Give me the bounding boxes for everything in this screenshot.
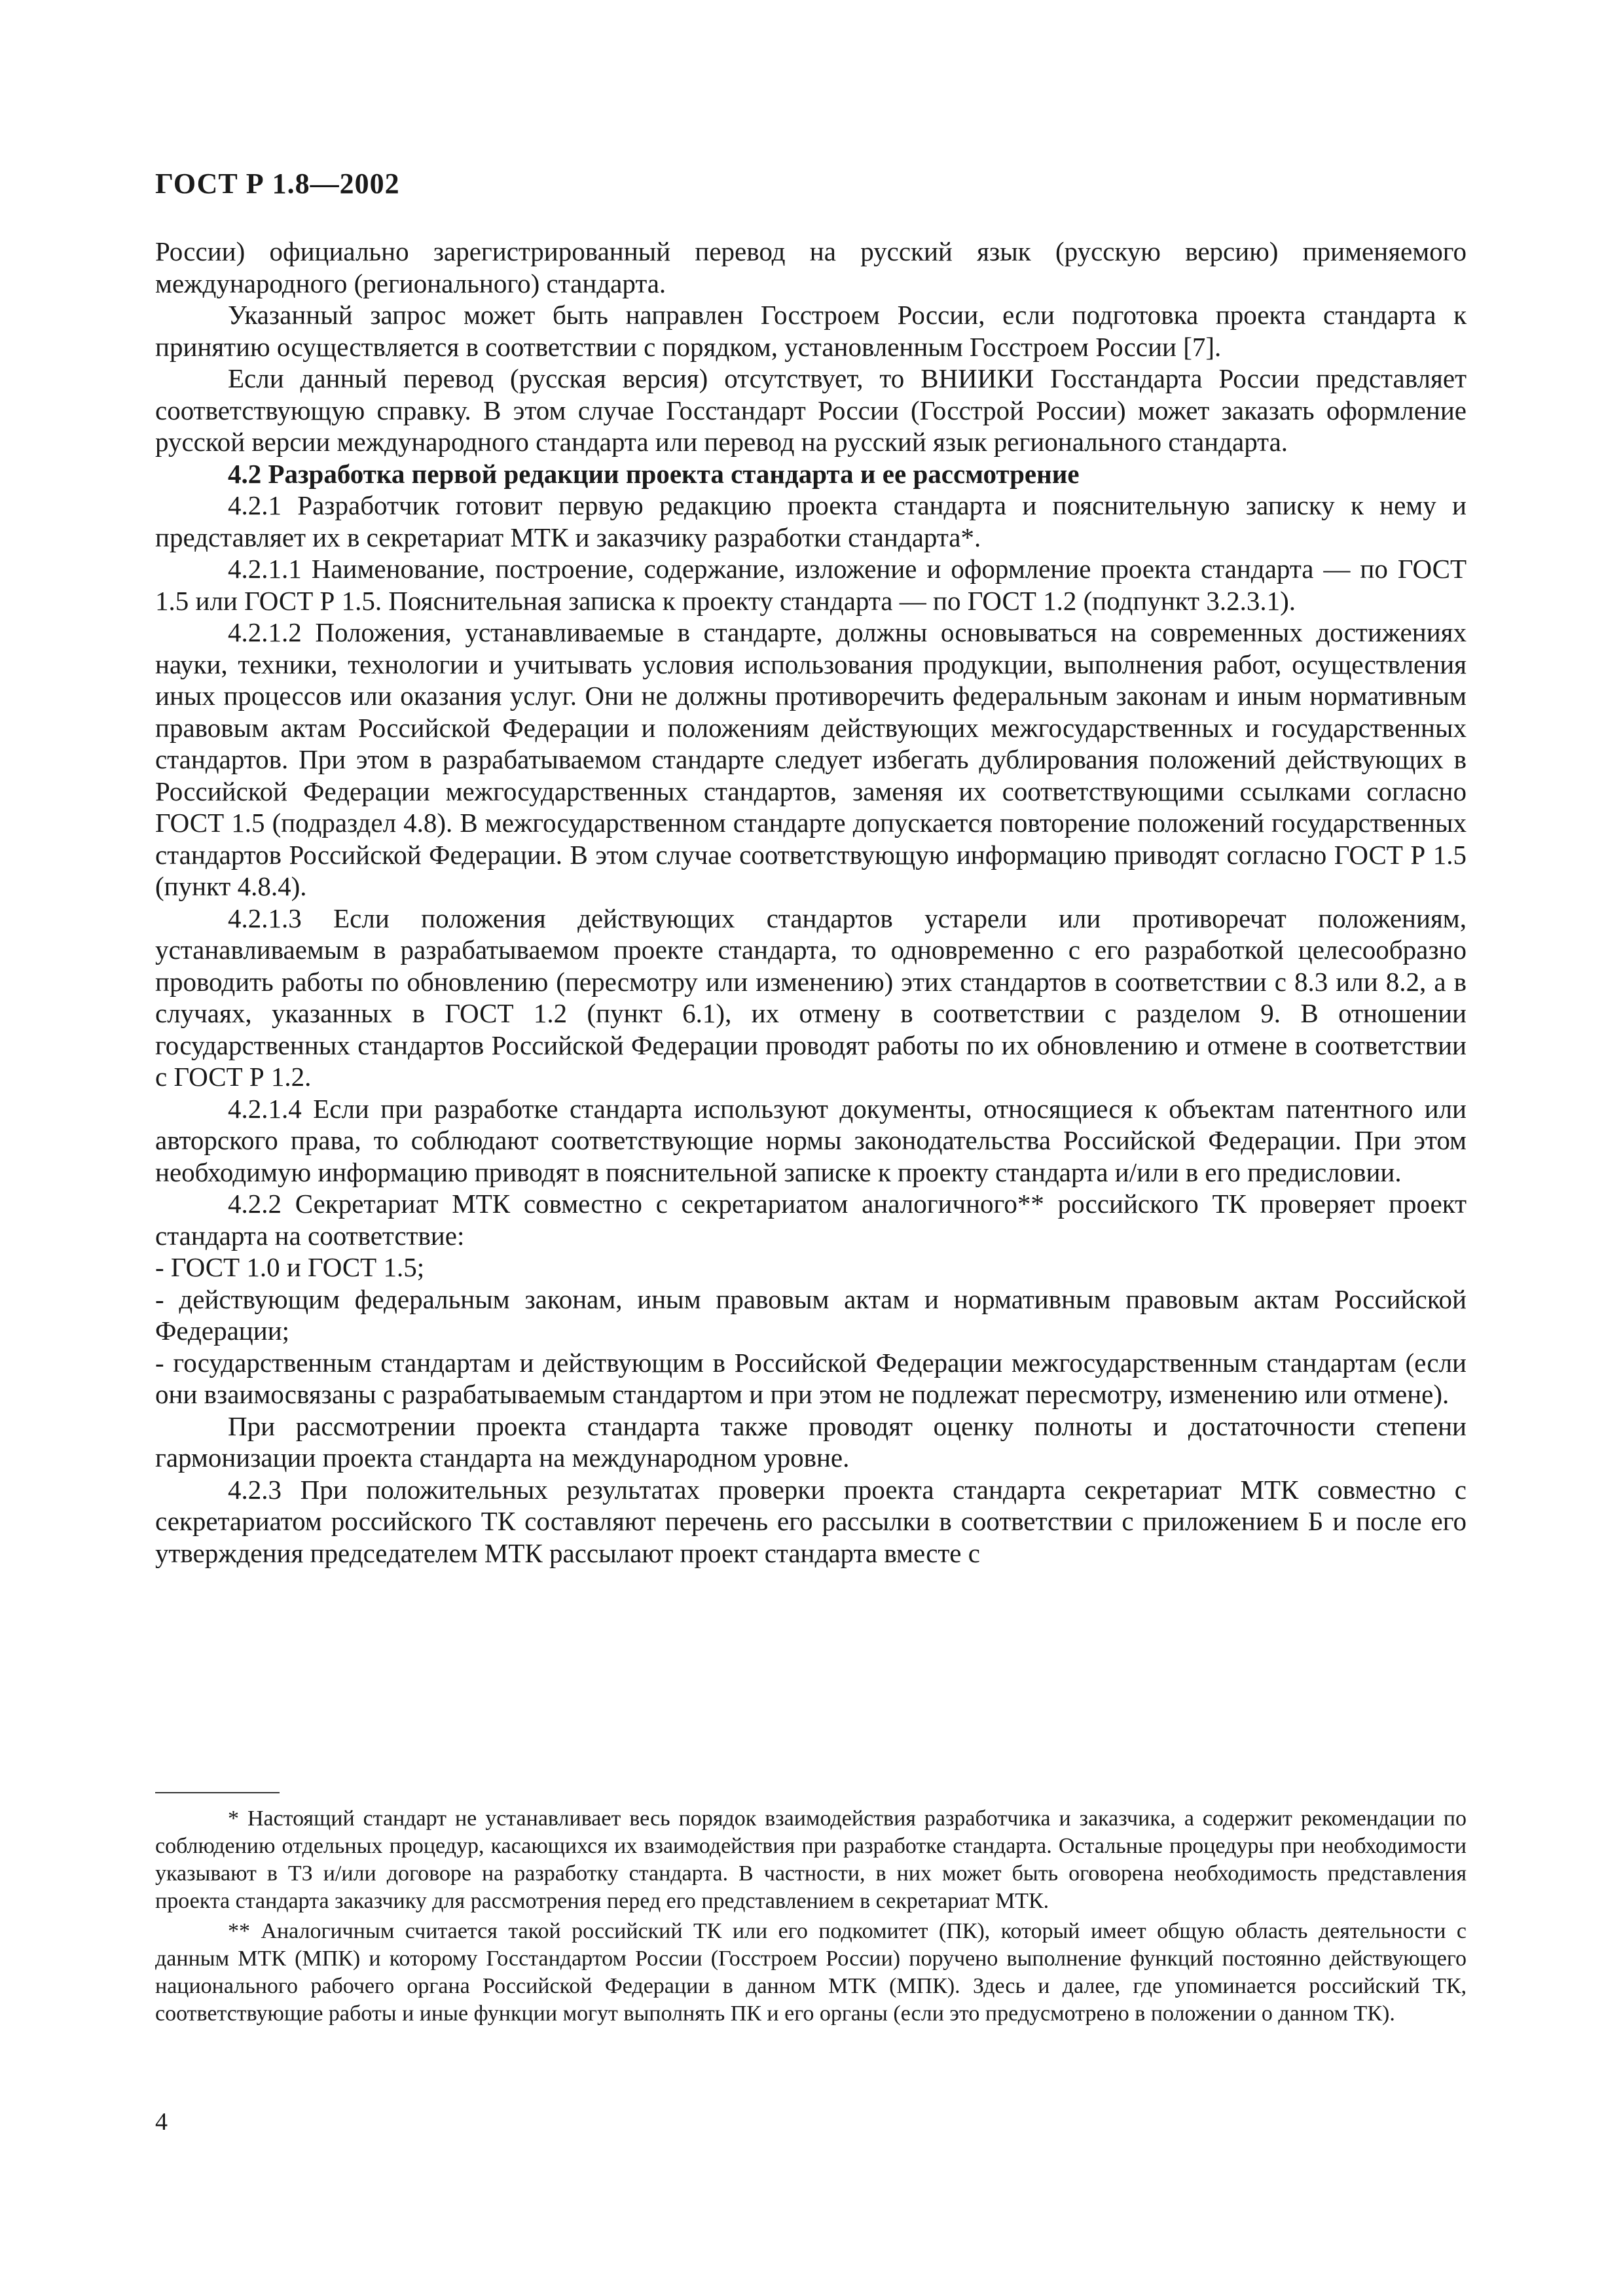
clause-4-2-2: 4.2.2 Секретариат МТК совместно с секретариатом аналогичного** российского ТК проверяет проект стандарта на соответствие:	[155, 1189, 1467, 1251]
clause-4-2-1: 4.2.1 Разработчик готовит первую редакцию проекта стандарта и пояснительную записку к нему и представляет их в секретариат МТК и заказчику разработки стандарта*.	[155, 490, 1467, 552]
list-item: - ГОСТ 1.0 и ГОСТ 1.5;	[155, 1252, 425, 1282]
body-text	[155, 236, 1467, 1569]
section-heading-4-2: 4.2 Разработка первой редакции проекта стандарта и ее рассмотрение	[228, 458, 1080, 489]
paragraph: При рассмотрении проекта стандарта также проводят оценку полноты и достаточности степени гармонизации проекта стандарта на международном уровне.	[155, 1410, 1467, 1473]
clause-4-2-3: 4.2.3 При положительных результатах проверки проекта стандарта секретариат МТК совместно с секретариатом российского ТК составляют перечень его рассылки в соответствии с приложением Б и после его утверждения председателем МТК рассылают проект стандарта вместе с	[155, 1474, 1467, 1568]
footnotes	[155, 1805, 1467, 2028]
list-item: - государственным стандартам и действующим в Российской Федерации межгосударственным стандартам (если они взаимосвязаны с разрабатываемым стандартом и при этом не подлежат пересмотру, изменению или отмене).	[155, 1347, 1467, 1409]
page-number: 4	[155, 2108, 168, 2136]
paragraph: Если данный перевод (русская версия) отсутствует, то ВНИИКИ Госстандарта России представляет соответствующую справку. В этом случае Госстандарт России (Госстрой России) может заказать оформление русской версии международного стандарта или перевод на русский язык регионального стандарта.	[155, 363, 1467, 457]
document-header-title: ГОСТ Р 1.8—2002	[155, 168, 400, 200]
clause-4-2-1-2: 4.2.1.2 Положения, устанавливаемые в стандарте, должны основываться на современных достижениях науки, техники, технологии и учитывать условия использования продукции, выполнения работ, осуществления иных процессов или оказания услуг. Они не должны противоречить федеральным законам и иным нормативным правовым актам Российской Федерации и положениям действующих межгосударственных и государственных стандартов. При этом в разрабатываемом стандарте следует избегать дублирования положений действующих в Российской Федерации межгосударственных стандартов, заменяя их соответствующими ссылками согласно ГОСТ 1.5 (подраздел 4.8). В межгосударственном стандарте допускается повторение положений государственных стандартов Российской Федерации. В этом случае соответствующую информацию приводят согласно ГОСТ Р 1.5 (пункт 4.8.4).	[155, 617, 1467, 901]
paragraph: Указанный запрос может быть направлен Госстроем России, если подготовка проекта стандарта к принятию осуществляется в соответствии с порядком, установленным Госстроем России [7].	[155, 300, 1467, 362]
list-item: - действующим федеральным законам, иным правовым актам и нормативным правовым актам Российской Федерации;	[155, 1283, 1467, 1346]
footnote-separator	[155, 1792, 280, 1793]
clause-4-2-1-3: 4.2.1.3 Если положения действующих стандартов устарели или противоречат положениям, устанавливаемым в разрабатываемом проекте стандарта, то одновременно с его разработкой целесообразно проводить работы по обновлению (пересмотру или изменению) этих стандартов в соответствии с 8.3 или 8.2, а в случаях, указанных в ГОСТ 1.2 (пункт 6.1), их отмену в соответствии с разделом 9. В отношении государственных стандартов Российской Федерации проводят работы по их обновлению и отмене в соответствии с ГОСТ Р 1.2.	[155, 903, 1467, 1092]
clause-4-2-1-1: 4.2.1.1 Наименование, построение, содержание, изложение и оформление проекта стандарта — по ГОСТ 1.5 или ГОСТ Р 1.5. Пояснительная записка к проекту стандарта — по ГОСТ 1.2 (подпункт 3.2.3.1).	[155, 554, 1467, 616]
clause-4-2-1-4: 4.2.1.4 Если при разработке стандарта используют документы, относящиеся к объектам патентного или авторского права, то соблюдают соответствующие нормы законодательства Российской Федерации. При этом необходимую информацию приводят в пояснительной записке к проекту стандарта и/или в его предисловии.	[155, 1093, 1467, 1187]
footnote-1: * Настоящий стандарт не устанавливает весь порядок взаимодействия разработчика и заказчика, а содержит рекомендации по соблюдению отдельных процедур, касающихся их взаимодействия при разработке стандарта. Остальные процедуры при необходимости указывают в ТЗ и/или договоре на разработку стандарта. В частности, в них может быть оговорена необходимость представления проекта стандарта заказчику для рассмотрения перед его представлением в секретариат МТК.	[155, 1806, 1467, 1913]
paragraph-continuation: России) официально зарегистрированный перевод на русский язык (русскую версию) применяемого международного (регионального) стандарта.	[155, 236, 1467, 298]
footnote-2: ** Аналогичным считается такой российский ТК или его подкомитет (ПК), который имеет общую область деятельности с данным МТК (МПК) и которому Госстандартом России (Госстроем России) поручено выполнение функций постоянно действующего национального рабочего органа Российской Федерации в данном МТК (МПК). Здесь и далее, где упоминается российский ТК, соответствующие работы и иные функции могут выполнять ПК и его органы (если это предусмотрено в положении о данном ТК).	[155, 1919, 1467, 2026]
